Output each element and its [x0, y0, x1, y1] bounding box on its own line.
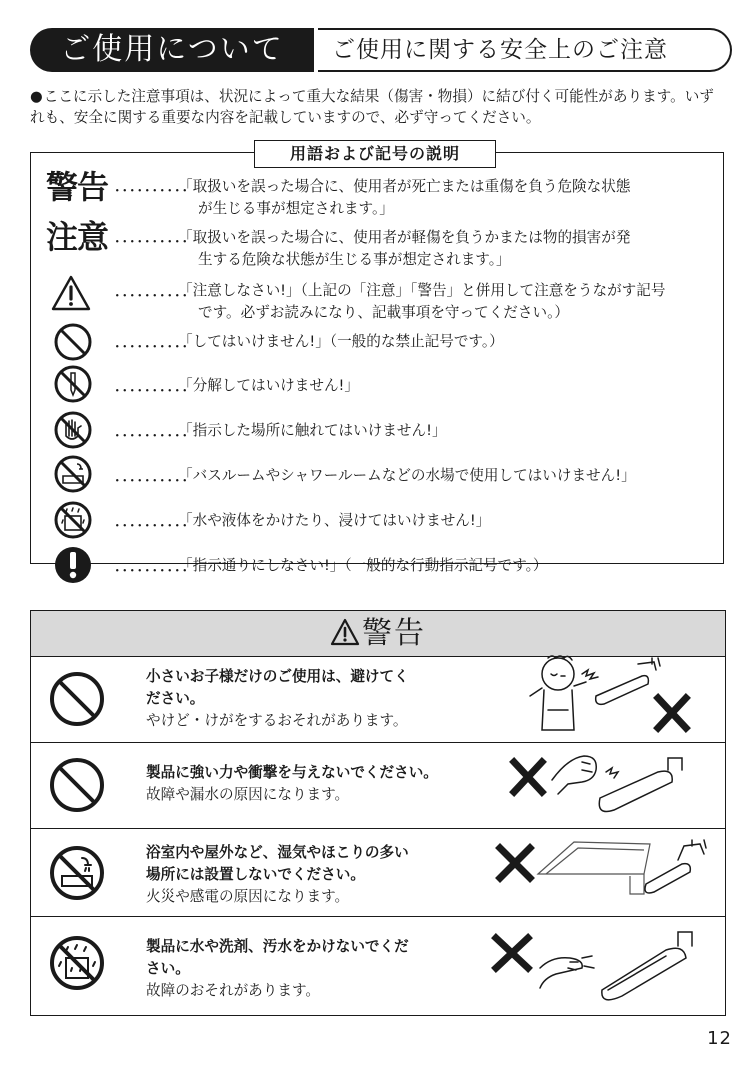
legend-desc: 「注意しなさい!」（上記の「注意」「警告」と併用して注意をうながす記号 — [178, 282, 666, 299]
intro-paragraph — [30, 86, 720, 128]
mandatory-action-icon — [53, 545, 93, 585]
warning-main: 浴室内や屋外など、湿気やほこりの多い — [146, 844, 409, 861]
leader-dots: ･･････････ — [114, 519, 189, 534]
warning-row-text — [146, 666, 486, 732]
row-divider — [31, 828, 725, 829]
legend-desc: 「取扱いを誤った場合に、使用者が軽傷を負うかまたは物的損害が発 — [178, 229, 631, 246]
no-water-icon — [48, 934, 106, 992]
no-bathroom-icon — [48, 844, 106, 902]
intro-text: ここに示した注意事項は、状況によって重大な結果（傷害・物損）に結び付く可能性があります。いずれも、安全に関する重要な内容を記載していますので、必ず守ってください。 — [30, 88, 714, 126]
legend-desc: です。必ずお読みになり、記載事項を守ってください。） — [198, 304, 569, 321]
row-divider — [31, 916, 725, 917]
warning-main: さい。 — [146, 960, 190, 977]
warning-title — [31, 611, 725, 657]
term-caution: 注意 — [46, 218, 109, 256]
leader-dots: ･･････････ — [114, 235, 189, 250]
legend-desc: 「分解してはいけません!」 — [178, 377, 359, 394]
prohibition-icon — [48, 670, 106, 728]
warning-note: 故障のおそれがあります。 — [146, 982, 320, 999]
legend-desc: が生じる事が想定されます。」 — [198, 200, 394, 217]
warning-note: 火災や感電の原因になります。 — [146, 888, 350, 905]
leader-dots: ･･････････ — [114, 184, 189, 199]
warning-note: 故障や漏水の原因になります。 — [146, 786, 350, 803]
no-water-icon — [53, 500, 93, 540]
warning-title-text: 警告 — [362, 616, 426, 651]
no-touch-icon — [53, 410, 93, 450]
legend-desc: 「指示した場所に触れてはいけません!」 — [178, 422, 447, 439]
warning-main: 製品に強い力や衝撃を与えないでください。 — [146, 764, 438, 781]
caution-triangle-icon — [330, 618, 360, 646]
leader-dots: ･･････････ — [114, 384, 189, 399]
leader-dots: ･･････････ — [114, 289, 189, 304]
leader-dots: ･･････････ — [114, 564, 189, 579]
section-label: ご使用について — [30, 28, 314, 72]
page-title: ご使用に関する安全上のご注意 — [318, 28, 732, 72]
warning-header — [31, 611, 725, 657]
page-number: 12 — [707, 1028, 732, 1049]
warning-row-text — [146, 936, 486, 1002]
legend-desc: 生する危険な状態が生じる事が想定されます。」 — [198, 251, 511, 268]
bullet-icon: ● — [30, 88, 43, 105]
no-bathroom-icon — [53, 454, 93, 494]
term-warning: 警告 — [46, 168, 109, 206]
legend-desc: 「指示通りにしなさい!」（一般的な行動指示記号です。） — [178, 557, 548, 574]
legend-title: 用語および記号の説明 — [254, 140, 496, 168]
leader-dots: ･･････････ — [114, 474, 189, 489]
row-divider — [31, 742, 725, 743]
warning-row-text — [146, 842, 486, 908]
legend-desc: 「水や液体をかけたり、浸けてはいけません!」 — [178, 512, 491, 529]
legend-desc: 「取扱いを誤った場合に、使用者が死亡または重傷を負う危険な状態 — [178, 178, 631, 195]
prohibition-icon — [53, 322, 93, 362]
washing-shower-head-illustration — [490, 928, 710, 1004]
legend-desc: 「してはいけません!」（一般的な禁止記号です。） — [178, 333, 504, 350]
warning-main: 場所には設置しないでください。 — [146, 866, 365, 883]
caution-triangle-icon — [50, 274, 92, 312]
legend-desc: 「バスルームやシャワールームなどの水場で使用してはいけません!」 — [178, 467, 636, 484]
fist-hitting-shower-illustration — [508, 750, 708, 826]
leader-dots: ･･････････ — [114, 340, 189, 355]
warning-main: 小さいお子様だけのご使用は、避けてく — [146, 668, 409, 685]
bathtub-and-faucet-illustration — [494, 834, 712, 904]
warning-note: やけど・けがをするおそれがあります。 — [146, 712, 408, 729]
warning-main: ださい。 — [146, 690, 205, 707]
prohibition-icon — [48, 756, 106, 814]
warning-main: 製品に水や洗剤、汚水をかけないでくだ — [146, 938, 409, 955]
child-with-faucet-illustration — [520, 652, 710, 738]
warning-row-text — [146, 762, 496, 806]
no-disassembly-icon — [53, 364, 93, 404]
leader-dots: ･･････････ — [114, 429, 189, 444]
